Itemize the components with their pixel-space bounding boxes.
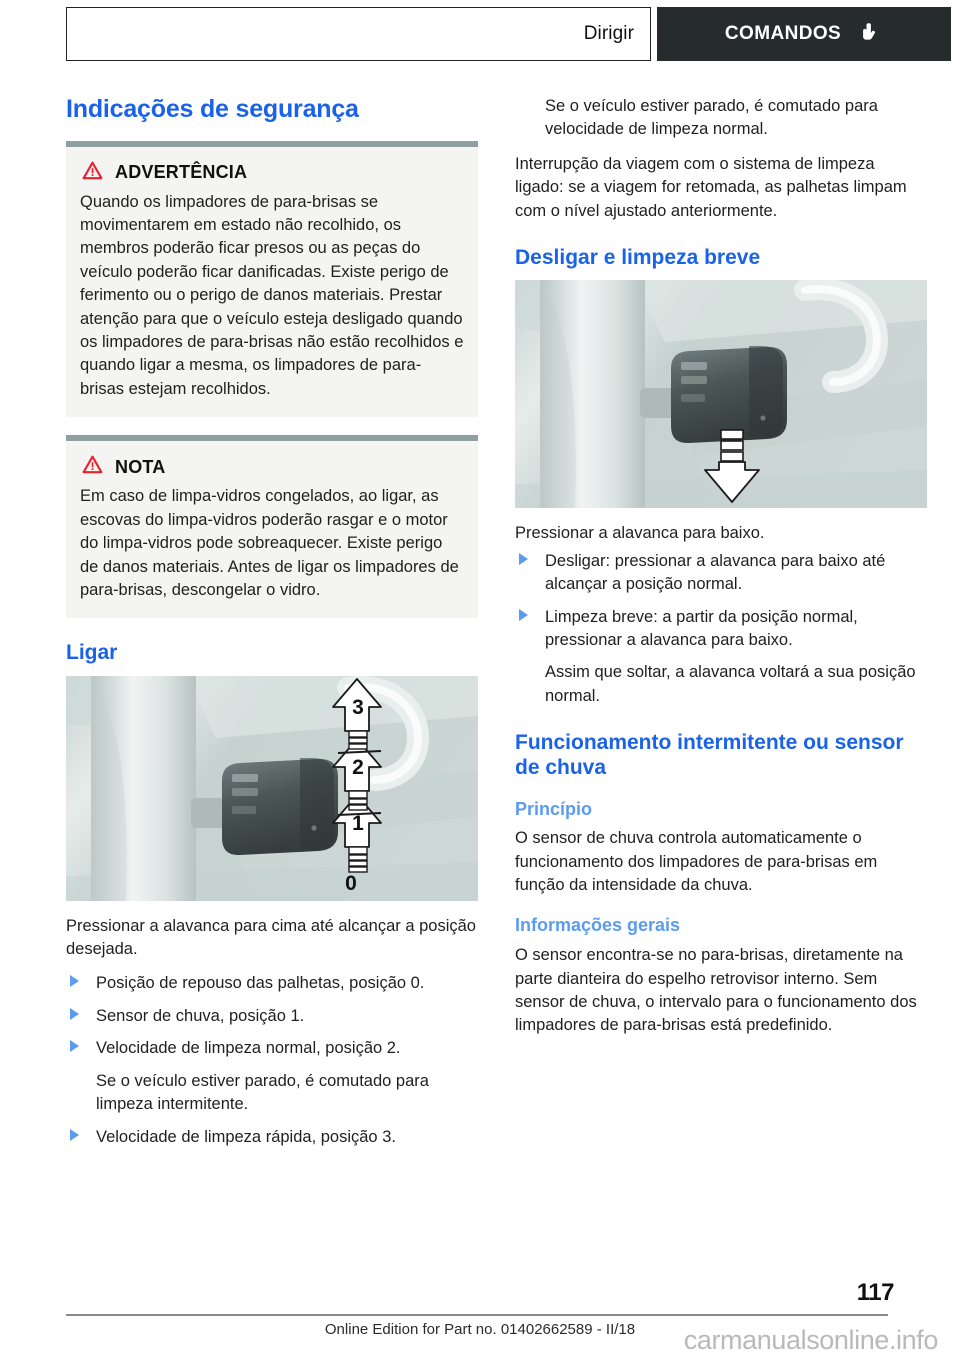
list-item-text: Limpeza breve: a partir da posição normal, pressionar a alavanca para baixo. [545, 607, 858, 649]
figure-label-3: 3 [352, 695, 364, 719]
page-footer [0, 1267, 960, 1362]
bullet-triangle-icon [70, 975, 79, 987]
list-item [66, 972, 478, 995]
warning-triangle-icon [82, 455, 103, 479]
list-item [515, 550, 927, 597]
heading-funcionamento-intermitente: Funcionamento intermitente ou sensor de chuva [515, 731, 904, 780]
chapter-tab-label: COMANDOS [724, 23, 842, 44]
watermark: carmanualsonline.info [683, 1325, 938, 1355]
informacoes-gerais-text: O sensor encontra-se no para-brisas, diretamente na parte dianteira do espelho retrovisor interno. Sem sensor de chuva, o intervalo para o funcionamento dos limpadores de para-brisas está predefinido. [515, 946, 917, 1035]
bullet-triangle-icon [519, 553, 528, 565]
paragraph-interrupcao: Interrupção da viagem com o sistema de limpeza ligado: se a viagem for retomada, as palhetas limpam com o nível ajustado anteriormente. [515, 154, 907, 220]
bullet-triangle-icon [70, 1129, 79, 1141]
principio-text: O sensor de chuva controla automaticamente o funcionamento dos limpadores de para-brisas em função da intensidade da chuva. [515, 829, 878, 895]
heading-ligar: Ligar [66, 641, 118, 665]
desligar-bullet-list [515, 550, 927, 709]
list-item-text: Posição de repouso das palhetas, posição 0. [96, 974, 425, 993]
carryover-text: Se o veículo estiver parado, é comutado para velocidade de limpeza normal. [545, 97, 878, 139]
heading-desligar-limpeza-breve: Desligar e limpeza breve [515, 246, 761, 270]
wiper-stalk-down-illustration [515, 280, 927, 508]
list-item [66, 1037, 478, 1060]
list-item-text: Se o veículo estiver parado, é comutado para limpeza intermitente. [96, 1071, 429, 1114]
list-item-text: Velocidade de limpeza rápida, posição 3. [96, 1127, 396, 1146]
list-item [66, 1005, 478, 1028]
list-item [515, 606, 927, 653]
warning-box-text: Quando os limpadores de para-brisas se movimentarem em estado não recolhido, os membros poderão ficar presos ou as peças do veículo poderão ficar danificadas. Existe perigo de ferimento ou o perigo de danos materiais. Prestar atenção para que o veículo esteja desligado quando os limpadores de para-brisas não estão recolhidos e quando ligar a mesma, os limpadores de para-brisas estejam recolhidos. [80, 192, 464, 398]
right-column [515, 95, 927, 1049]
note-box-title: NOTA [115, 456, 166, 477]
figure-label-2: 2 [352, 755, 364, 779]
chapter-tab-comandos[interactable] [657, 7, 951, 61]
list-item-text: Sensor de chuva, posição 1. [96, 1006, 305, 1025]
figure-label-0: 0 [345, 871, 357, 895]
page-header [0, 0, 960, 68]
wiper-stalk-up-illustration [66, 676, 478, 901]
note-box-text: Em caso de limpa-vidros congelados, ao ligar, as escovas do limpa-vidros poderão rasgar e o motor do limpa-vidros pode sobreaquecer. Existe perigo de danos materiais. Antes de ligar os limpadores de para-brisas, descongelar o vidro. [80, 487, 459, 599]
list-item-continuation [515, 661, 927, 708]
bullet-triangle-icon [70, 1040, 79, 1052]
heading-principio: Princípio [515, 798, 593, 819]
edition-note: Online Edition for Part no. 01402662589 - II/18 [324, 1321, 636, 1338]
bullet-triangle-icon [519, 609, 528, 621]
bullet-triangle-icon [70, 1008, 79, 1020]
hand-pointer-icon [857, 21, 883, 47]
heading-informacoes-gerais: Informações gerais [515, 915, 681, 936]
ligar-intro-text: Pressionar a alavanca para cima até alcançar a posição desejada. [66, 916, 476, 959]
warning-box-title: ADVERTÊNCIA [115, 162, 248, 182]
list-item-continuation [66, 1070, 478, 1117]
note-box [66, 435, 478, 618]
page-title: Indicações de segurança [66, 95, 359, 123]
ligar-bullet-list [66, 972, 478, 1149]
breadcrumb[interactable] [66, 7, 651, 61]
list-item-text: Velocidade de limpeza normal, posição 2. [96, 1039, 401, 1058]
list-item-text: Assim que soltar, a alavanca voltará a sua posição normal. [545, 663, 916, 705]
warning-box [66, 141, 478, 418]
figure-label-1: 1 [352, 811, 364, 835]
warning-triangle-icon [82, 161, 103, 185]
warning-box-title-row [82, 161, 464, 185]
footer-divider [66, 1314, 888, 1316]
breadcrumb-label: Dirigir [583, 23, 634, 44]
desligar-intro-text: Pressionar a alavanca para baixo. [515, 524, 765, 543]
page-number: 117 [856, 1279, 894, 1306]
left-column [66, 95, 478, 1158]
note-box-title-row [82, 455, 464, 479]
list-item-text: Desligar: pressionar a alavanca para baixo até alcançar a posição normal. [545, 551, 886, 594]
list-item [66, 1126, 478, 1149]
